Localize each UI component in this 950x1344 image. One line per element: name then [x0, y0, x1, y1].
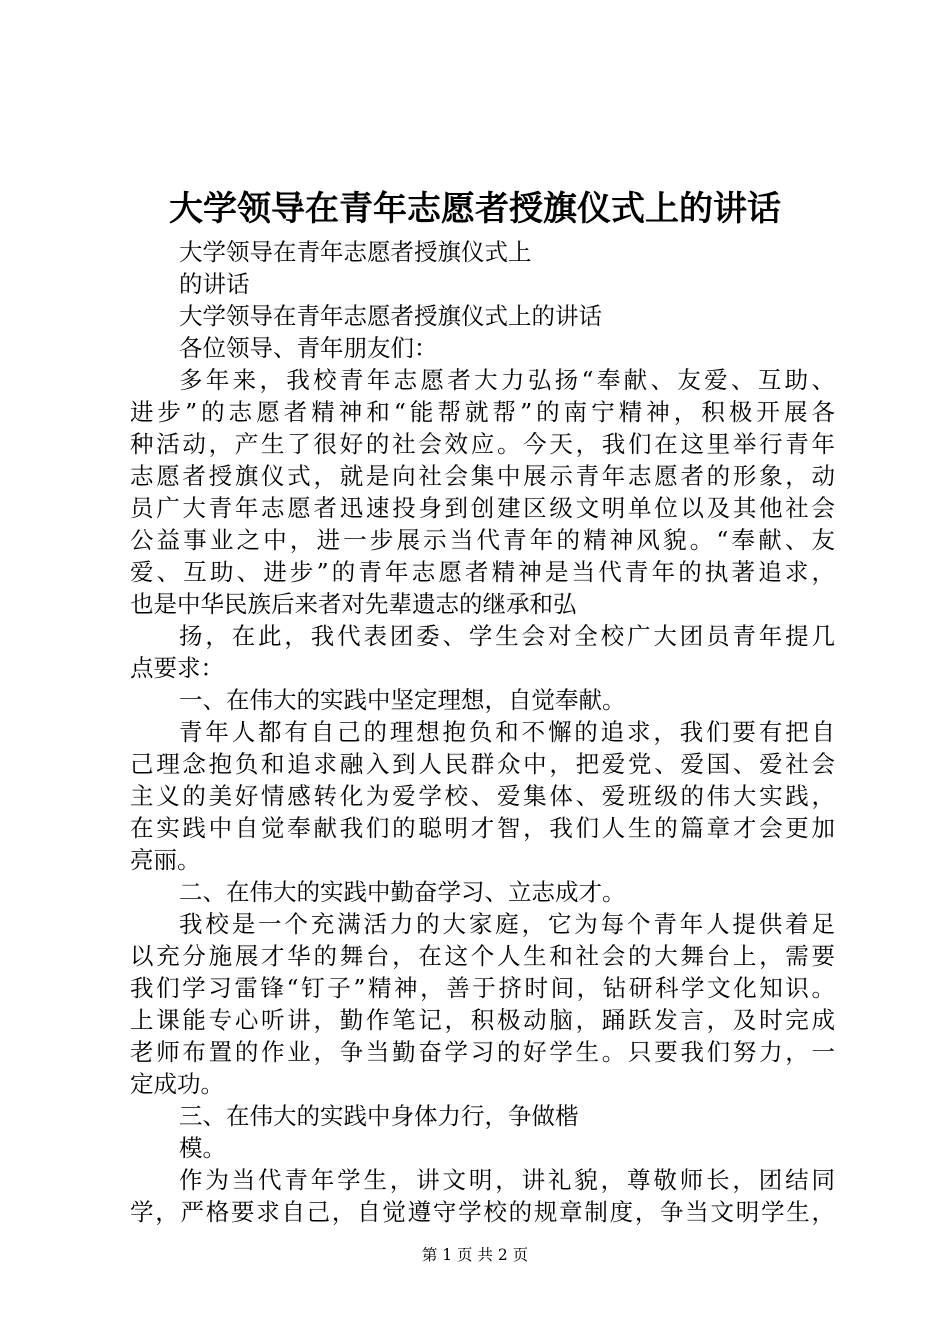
body-line: 各位领导、青年朋友们：: [179, 334, 438, 362]
body-line: 模。: [179, 1134, 226, 1162]
body-line: 主义的美好情感转化为爱学校、爱集体、爱班级的伟大实践，: [130, 782, 835, 810]
document-title: 大学领导在青年志愿者授旗仪式上的讲话: [169, 189, 781, 229]
body-line: 一、在伟大的实践中坚定理想，自觉奉献。: [179, 686, 626, 714]
body-line: 大学领导在青年志愿者授旗仪式上的讲话: [179, 302, 602, 330]
body-line: 亮丽。: [130, 846, 201, 874]
body-line: 种活动，产生了很好的社会效应。今天，我们在这里举行青年: [130, 430, 835, 458]
document-body: [130, 236, 835, 1228]
body-line: 爱、互助、进步”的青年志愿者精神是当代青年的执著追求，: [130, 558, 835, 586]
body-line: 点要求：: [130, 654, 224, 682]
body-line: 定成功。: [130, 1070, 224, 1098]
body-line: 三、在伟大的实践中身体力行，争做楷: [179, 1102, 579, 1130]
body-line: 进步”的志愿者精神和“能帮就帮”的南宁精神，积极开展各: [130, 398, 835, 426]
body-line: 多年来，我校青年志愿者大力弘扬“奉献、友爱、互助、: [179, 366, 835, 394]
body-line: 己理念抱负和追求融入到人民群众中，把爱党、爱国、爱社会: [130, 750, 835, 778]
body-line: 上课能专心听讲，勤作笔记，积极动脑，踊跃发言，及时完成: [130, 1006, 835, 1034]
page-footer: 第 1 页 共 2 页: [421, 1246, 529, 1264]
body-line: 我们学习雷锋“钉子”精神，善于挤时间，钻研科学文化知识。: [130, 974, 835, 1002]
body-line: 学，严格要求自己，自觉遵守学校的规章制度，争当文明学生，: [130, 1198, 835, 1226]
body-line: 扬，在此，我代表团委、学生会对全校广大团员青年提几: [179, 622, 835, 650]
body-line: 老师布置的作业，争当勤奋学习的好学生。只要我们努力，一: [130, 1038, 835, 1066]
body-line: 公益事业之中，进一步展示当代青年的精神风貌。“奉献、友: [130, 526, 835, 554]
body-line: 在实践中自觉奉献我们的聪明才智，我们人生的篇章才会更加: [130, 814, 835, 842]
body-line: 我校是一个充满活力的大家庭，它为每个青年人提供着足: [179, 910, 835, 938]
body-line: 的讲话: [179, 270, 250, 298]
body-line: 以充分施展才华的舞台，在这个人生和社会的大舞台上，需要: [130, 942, 835, 970]
body-line: 志愿者授旗仪式，就是向社会集中展示青年志愿者的形象，动: [130, 462, 835, 490]
body-line: 青年人都有自己的理想抱负和不懈的追求，我们要有把自: [179, 718, 835, 746]
body-line: 二、在伟大的实践中勤奋学习、立志成才。: [179, 878, 626, 906]
body-line: 员广大青年志愿者迅速投身到创建区级文明单位以及其他社会: [130, 494, 835, 522]
body-line: 作为当代青年学生，讲文明，讲礼貌，尊敬师长，团结同: [179, 1166, 835, 1194]
body-line: 大学领导在青年志愿者授旗仪式上: [179, 238, 532, 266]
body-line: 也是中华民族后来者对先辈遗志的继承和弘: [130, 590, 577, 618]
